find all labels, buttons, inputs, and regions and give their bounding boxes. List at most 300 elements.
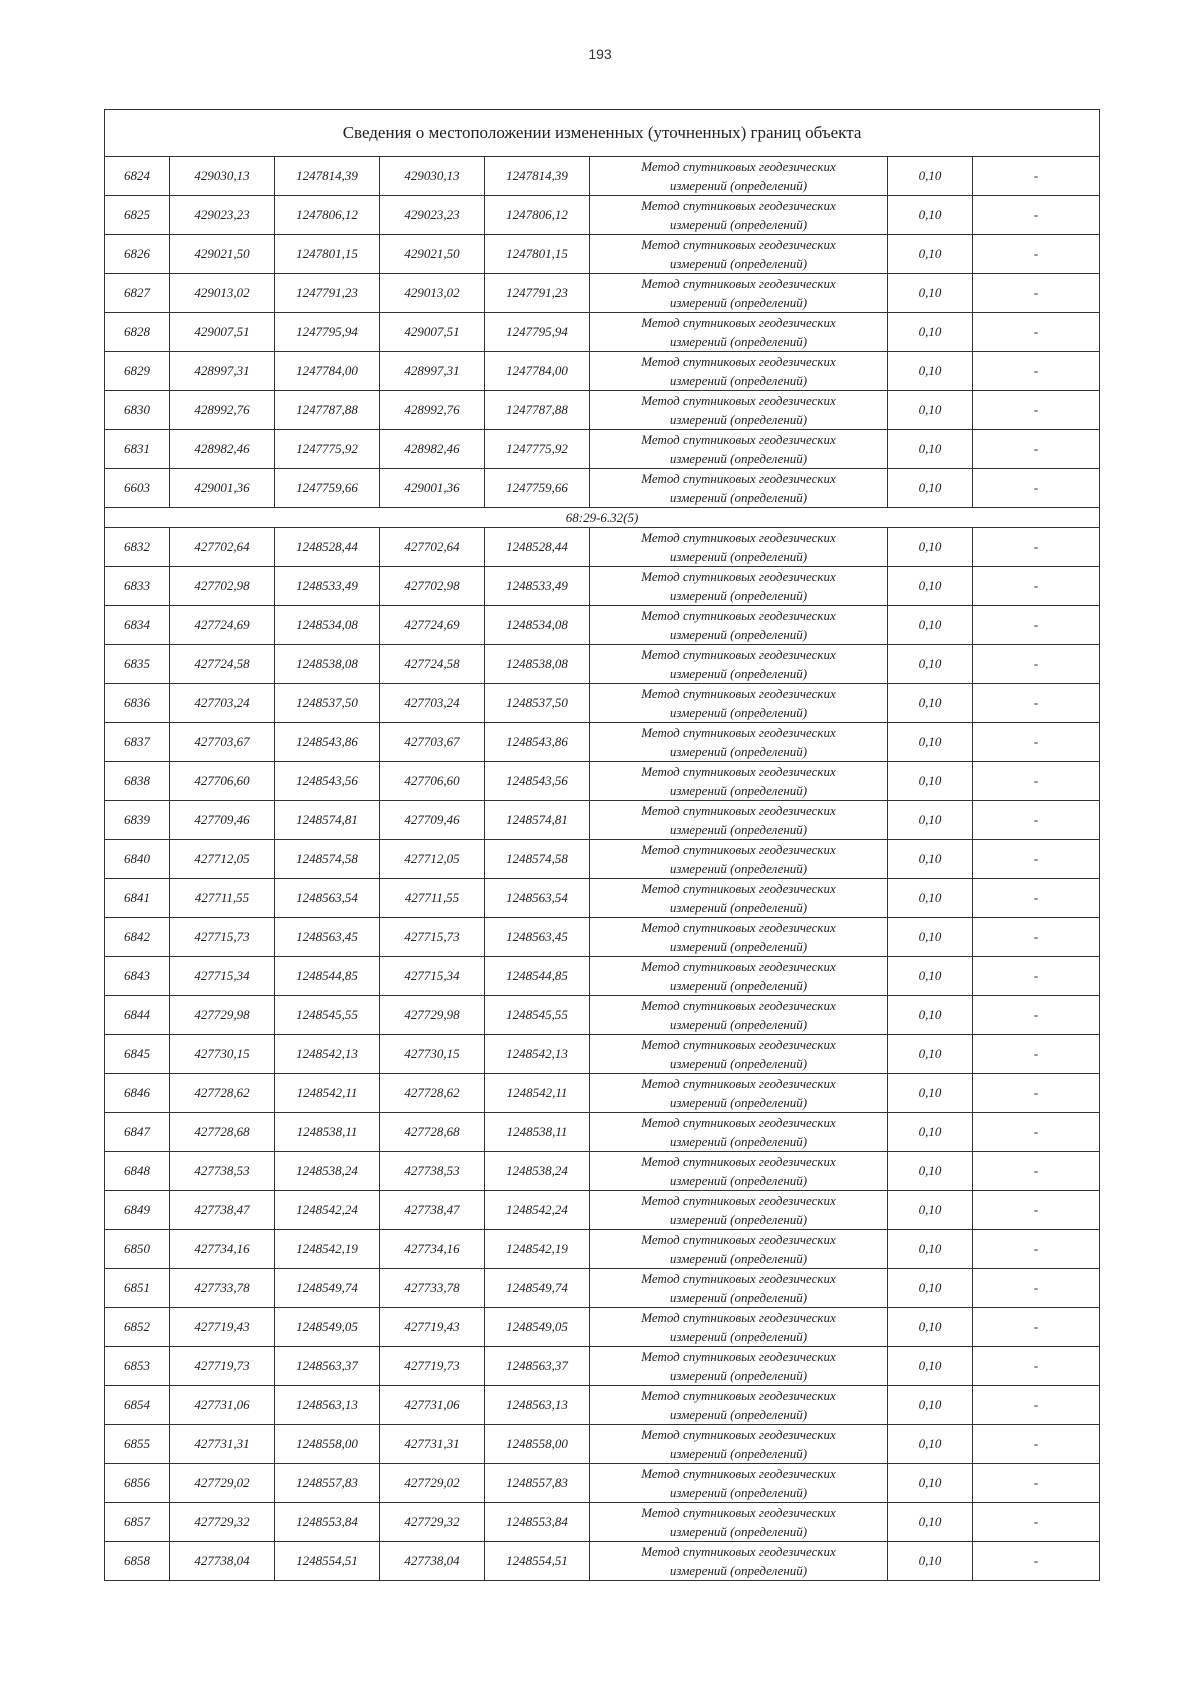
method-line-1: Метод спутниковых геодезических <box>641 1232 836 1247</box>
method-line-2: измерений (определений) <box>669 178 808 193</box>
table-row <box>105 1347 1100 1386</box>
y-old-cell: 1248574,81 <box>275 801 380 840</box>
method-cell <box>590 879 888 918</box>
method-line-2: измерений (определений) <box>669 1485 808 1500</box>
x-new-cell: 427738,04 <box>380 1542 485 1581</box>
table-row <box>105 996 1100 1035</box>
x-old-cell: 429001,36 <box>170 469 275 508</box>
point-number-cell: 6832 <box>105 528 170 567</box>
accuracy-cell: 0,10 <box>888 762 973 801</box>
point-number-cell: 6852 <box>105 1308 170 1347</box>
point-number-cell: 6853 <box>105 1347 170 1386</box>
x-old-cell: 427702,98 <box>170 567 275 606</box>
x-old-cell: 427729,02 <box>170 1464 275 1503</box>
y-new-cell: 1247795,94 <box>485 313 590 352</box>
x-new-cell: 427728,62 <box>380 1074 485 1113</box>
accuracy-cell: 0,10 <box>888 352 973 391</box>
method-line-1: Метод спутниковых геодезических <box>641 276 836 291</box>
method-cell <box>590 762 888 801</box>
description-cell: - <box>973 957 1100 996</box>
description-cell: - <box>973 1113 1100 1152</box>
x-old-cell: 428982,46 <box>170 430 275 469</box>
method-cell <box>590 196 888 235</box>
x-new-cell: 427733,78 <box>380 1269 485 1308</box>
x-old-cell: 427734,16 <box>170 1230 275 1269</box>
method-cell <box>590 352 888 391</box>
method-line-2: измерений (определений) <box>669 744 808 759</box>
method-line-2: измерений (определений) <box>669 861 808 876</box>
method-line-1: Метод спутниковых геодезических <box>641 998 836 1013</box>
accuracy-cell: 0,10 <box>888 157 973 196</box>
y-new-cell: 1248554,51 <box>485 1542 590 1581</box>
table-row <box>105 1230 1100 1269</box>
description-cell: - <box>973 879 1100 918</box>
method-line-1: Метод спутниковых геодезических <box>641 1154 836 1169</box>
table-row <box>105 918 1100 957</box>
y-new-cell: 1248542,19 <box>485 1230 590 1269</box>
method-line-2: измерений (определений) <box>669 1173 808 1188</box>
description-cell: - <box>973 1386 1100 1425</box>
description-cell: - <box>973 274 1100 313</box>
y-old-cell: 1248549,05 <box>275 1308 380 1347</box>
y-new-cell: 1248534,08 <box>485 606 590 645</box>
x-new-cell: 427731,31 <box>380 1425 485 1464</box>
point-number-cell: 6843 <box>105 957 170 996</box>
point-number-cell: 6603 <box>105 469 170 508</box>
x-new-cell: 427738,47 <box>380 1191 485 1230</box>
x-new-cell: 427729,32 <box>380 1503 485 1542</box>
x-old-cell: 428992,76 <box>170 391 275 430</box>
description-cell: - <box>973 1542 1100 1581</box>
x-old-cell: 427715,34 <box>170 957 275 996</box>
method-line-2: измерений (определений) <box>669 256 808 271</box>
y-old-cell: 1248574,58 <box>275 840 380 879</box>
x-old-cell: 427730,15 <box>170 1035 275 1074</box>
x-old-cell: 427738,47 <box>170 1191 275 1230</box>
x-old-cell: 427711,55 <box>170 879 275 918</box>
x-new-cell: 427719,43 <box>380 1308 485 1347</box>
method-line-1: Метод спутниковых геодезических <box>641 647 836 662</box>
method-cell <box>590 1542 888 1581</box>
method-cell <box>590 918 888 957</box>
x-old-cell: 427712,05 <box>170 840 275 879</box>
y-old-cell: 1248542,24 <box>275 1191 380 1230</box>
method-line-2: измерений (определений) <box>669 822 808 837</box>
y-new-cell: 1248543,56 <box>485 762 590 801</box>
x-old-cell: 427706,60 <box>170 762 275 801</box>
x-new-cell: 427729,02 <box>380 1464 485 1503</box>
y-old-cell: 1248545,55 <box>275 996 380 1035</box>
description-cell: - <box>973 352 1100 391</box>
y-old-cell: 1248554,51 <box>275 1542 380 1581</box>
x-old-cell: 427729,32 <box>170 1503 275 1542</box>
method-line-1: Метод спутниковых геодезических <box>641 432 836 447</box>
table-row <box>105 274 1100 313</box>
y-old-cell: 1248528,44 <box>275 528 380 567</box>
method-line-1: Метод спутниковых геодезических <box>641 1037 836 1052</box>
method-cell <box>590 957 888 996</box>
point-number-cell: 6857 <box>105 1503 170 1542</box>
method-line-2: измерений (определений) <box>669 1212 808 1227</box>
method-cell <box>590 567 888 606</box>
description-cell: - <box>973 567 1100 606</box>
y-old-cell: 1247791,23 <box>275 274 380 313</box>
description-cell: - <box>973 469 1100 508</box>
y-old-cell: 1248533,49 <box>275 567 380 606</box>
accuracy-cell: 0,10 <box>888 606 973 645</box>
accuracy-cell: 0,10 <box>888 567 973 606</box>
x-new-cell: 429021,50 <box>380 235 485 274</box>
accuracy-cell: 0,10 <box>888 391 973 430</box>
y-new-cell: 1248557,83 <box>485 1464 590 1503</box>
x-new-cell: 427734,16 <box>380 1230 485 1269</box>
method-line-1: Метод спутниковых геодезических <box>641 1466 836 1481</box>
method-cell <box>590 528 888 567</box>
method-line-2: измерений (определений) <box>669 666 808 681</box>
method-cell <box>590 645 888 684</box>
method-line-2: измерений (определений) <box>669 627 808 642</box>
x-new-cell: 427724,58 <box>380 645 485 684</box>
x-new-cell: 427730,15 <box>380 1035 485 1074</box>
description-cell: - <box>973 196 1100 235</box>
x-old-cell: 427719,43 <box>170 1308 275 1347</box>
x-old-cell: 429030,13 <box>170 157 275 196</box>
x-old-cell: 427738,04 <box>170 1542 275 1581</box>
accuracy-cell: 0,10 <box>888 1191 973 1230</box>
description-cell: - <box>973 762 1100 801</box>
x-old-cell: 427703,67 <box>170 723 275 762</box>
method-line-2: измерений (определений) <box>669 978 808 993</box>
table-row <box>105 723 1100 762</box>
y-old-cell: 1247775,92 <box>275 430 380 469</box>
method-line-2: измерений (определений) <box>669 334 808 349</box>
point-number-cell: 6836 <box>105 684 170 723</box>
y-old-cell: 1248534,08 <box>275 606 380 645</box>
point-number-cell: 6831 <box>105 430 170 469</box>
table-row <box>105 1035 1100 1074</box>
x-old-cell: 427731,31 <box>170 1425 275 1464</box>
section-label: 68:29-6.32(5) <box>105 508 1100 528</box>
y-old-cell: 1248558,00 <box>275 1425 380 1464</box>
description-cell: - <box>973 723 1100 762</box>
y-new-cell: 1248553,84 <box>485 1503 590 1542</box>
y-old-cell: 1248537,50 <box>275 684 380 723</box>
accuracy-cell: 0,10 <box>888 1464 973 1503</box>
point-number-cell: 6851 <box>105 1269 170 1308</box>
table-row <box>105 469 1100 508</box>
method-cell <box>590 606 888 645</box>
table-row <box>105 879 1100 918</box>
method-cell <box>590 684 888 723</box>
point-number-cell: 6830 <box>105 391 170 430</box>
y-new-cell: 1248542,11 <box>485 1074 590 1113</box>
description-cell: - <box>973 918 1100 957</box>
x-new-cell: 427738,53 <box>380 1152 485 1191</box>
table-row <box>105 645 1100 684</box>
y-new-cell: 1248538,08 <box>485 645 590 684</box>
y-old-cell: 1248542,13 <box>275 1035 380 1074</box>
x-old-cell: 427703,24 <box>170 684 275 723</box>
y-old-cell: 1248553,84 <box>275 1503 380 1542</box>
method-cell <box>590 469 888 508</box>
x-old-cell: 427733,78 <box>170 1269 275 1308</box>
y-new-cell: 1248563,45 <box>485 918 590 957</box>
point-number-cell: 6847 <box>105 1113 170 1152</box>
y-new-cell: 1247787,88 <box>485 391 590 430</box>
table-row <box>105 1191 1100 1230</box>
accuracy-cell: 0,10 <box>888 1035 973 1074</box>
method-line-1: Метод спутниковых геодезических <box>641 198 836 213</box>
x-new-cell: 427731,06 <box>380 1386 485 1425</box>
method-cell <box>590 235 888 274</box>
accuracy-cell: 0,10 <box>888 313 973 352</box>
accuracy-cell: 0,10 <box>888 1152 973 1191</box>
accuracy-cell: 0,10 <box>888 879 973 918</box>
description-cell: - <box>973 840 1100 879</box>
table-row <box>105 606 1100 645</box>
y-new-cell: 1247784,00 <box>485 352 590 391</box>
accuracy-cell: 0,10 <box>888 801 973 840</box>
method-line-2: измерений (определений) <box>669 451 808 466</box>
x-new-cell: 428982,46 <box>380 430 485 469</box>
table-row <box>105 684 1100 723</box>
method-cell <box>590 723 888 762</box>
x-new-cell: 428997,31 <box>380 352 485 391</box>
method-line-1: Метод спутниковых геодезических <box>641 1544 836 1559</box>
table-row <box>105 840 1100 879</box>
method-line-2: измерений (определений) <box>669 1446 808 1461</box>
method-line-1: Метод спутниковых геодезических <box>641 471 836 486</box>
accuracy-cell: 0,10 <box>888 196 973 235</box>
x-new-cell: 427706,60 <box>380 762 485 801</box>
accuracy-cell: 0,10 <box>888 1230 973 1269</box>
point-number-cell: 6837 <box>105 723 170 762</box>
description-cell: - <box>973 645 1100 684</box>
y-new-cell: 1248574,58 <box>485 840 590 879</box>
section-row <box>105 508 1100 528</box>
method-line-1: Метод спутниковых геодезических <box>641 159 836 174</box>
y-new-cell: 1248563,37 <box>485 1347 590 1386</box>
method-line-1: Метод спутниковых геодезических <box>641 1115 836 1130</box>
method-cell <box>590 1152 888 1191</box>
method-cell <box>590 1191 888 1230</box>
table-title: Сведения о местоположении измененных (уточненных) границ объекта <box>105 110 1100 157</box>
y-old-cell: 1248538,24 <box>275 1152 380 1191</box>
y-new-cell: 1248545,55 <box>485 996 590 1035</box>
accuracy-cell: 0,10 <box>888 1269 973 1308</box>
method-line-1: Метод спутниковых геодезических <box>641 920 836 935</box>
description-cell: - <box>973 996 1100 1035</box>
table-row <box>105 567 1100 606</box>
method-line-2: измерений (определений) <box>669 1329 808 1344</box>
x-new-cell: 429013,02 <box>380 274 485 313</box>
table-row <box>105 762 1100 801</box>
method-line-1: Метод спутниковых геодезических <box>641 803 836 818</box>
accuracy-cell: 0,10 <box>888 1425 973 1464</box>
accuracy-cell: 0,10 <box>888 996 973 1035</box>
method-line-2: измерений (определений) <box>669 900 808 915</box>
x-new-cell: 427715,34 <box>380 957 485 996</box>
point-number-cell: 6849 <box>105 1191 170 1230</box>
x-old-cell: 427715,73 <box>170 918 275 957</box>
description-cell: - <box>973 1074 1100 1113</box>
y-old-cell: 1247806,12 <box>275 196 380 235</box>
table-row <box>105 391 1100 430</box>
point-number-cell: 6826 <box>105 235 170 274</box>
table-row <box>105 957 1100 996</box>
accuracy-cell: 0,10 <box>888 235 973 274</box>
table-row <box>105 1269 1100 1308</box>
table-row <box>105 801 1100 840</box>
accuracy-cell: 0,10 <box>888 430 973 469</box>
y-old-cell: 1248557,83 <box>275 1464 380 1503</box>
x-old-cell: 428997,31 <box>170 352 275 391</box>
x-new-cell: 427702,64 <box>380 528 485 567</box>
method-cell <box>590 1503 888 1542</box>
y-old-cell: 1247795,94 <box>275 313 380 352</box>
method-cell <box>590 1386 888 1425</box>
method-cell <box>590 1425 888 1464</box>
description-cell: - <box>973 1308 1100 1347</box>
x-new-cell: 428992,76 <box>380 391 485 430</box>
method-cell <box>590 1035 888 1074</box>
y-old-cell: 1248544,85 <box>275 957 380 996</box>
accuracy-cell: 0,10 <box>888 1308 973 1347</box>
y-new-cell: 1248563,13 <box>485 1386 590 1425</box>
table-row <box>105 528 1100 567</box>
point-number-cell: 6825 <box>105 196 170 235</box>
description-cell: - <box>973 1230 1100 1269</box>
accuracy-cell: 0,10 <box>888 957 973 996</box>
description-cell: - <box>973 235 1100 274</box>
method-line-2: измерений (определений) <box>669 1251 808 1266</box>
method-line-2: измерений (определений) <box>669 705 808 720</box>
method-line-1: Метод спутниковых геодезических <box>641 725 836 740</box>
accuracy-cell: 0,10 <box>888 274 973 313</box>
point-number-cell: 6829 <box>105 352 170 391</box>
y-old-cell: 1248549,74 <box>275 1269 380 1308</box>
x-new-cell: 429001,36 <box>380 469 485 508</box>
point-number-cell: 6834 <box>105 606 170 645</box>
table-row <box>105 1425 1100 1464</box>
y-new-cell: 1248549,05 <box>485 1308 590 1347</box>
x-new-cell: 427703,24 <box>380 684 485 723</box>
method-cell <box>590 996 888 1035</box>
method-cell <box>590 1074 888 1113</box>
point-number-cell: 6838 <box>105 762 170 801</box>
point-number-cell: 6845 <box>105 1035 170 1074</box>
method-cell <box>590 313 888 352</box>
method-cell <box>590 1347 888 1386</box>
x-new-cell: 427711,55 <box>380 879 485 918</box>
method-line-1: Метод спутниковых геодезических <box>641 315 836 330</box>
y-old-cell: 1248563,13 <box>275 1386 380 1425</box>
point-number-cell: 6858 <box>105 1542 170 1581</box>
accuracy-cell: 0,10 <box>888 528 973 567</box>
y-new-cell: 1248563,54 <box>485 879 590 918</box>
x-old-cell: 427719,73 <box>170 1347 275 1386</box>
table-row <box>105 1074 1100 1113</box>
method-line-2: измерений (определений) <box>669 1368 808 1383</box>
method-cell <box>590 1308 888 1347</box>
y-old-cell: 1247814,39 <box>275 157 380 196</box>
y-new-cell: 1247791,23 <box>485 274 590 313</box>
method-cell <box>590 1230 888 1269</box>
y-old-cell: 1248542,11 <box>275 1074 380 1113</box>
x-old-cell: 427728,68 <box>170 1113 275 1152</box>
y-new-cell: 1247814,39 <box>485 157 590 196</box>
y-new-cell: 1248528,44 <box>485 528 590 567</box>
method-line-2: измерений (определений) <box>669 1524 808 1539</box>
description-cell: - <box>973 157 1100 196</box>
y-old-cell: 1247787,88 <box>275 391 380 430</box>
method-line-2: измерений (определений) <box>669 1407 808 1422</box>
table-title-row <box>105 110 1100 157</box>
y-new-cell: 1248574,81 <box>485 801 590 840</box>
x-new-cell: 429030,13 <box>380 157 485 196</box>
description-cell: - <box>973 606 1100 645</box>
method-cell <box>590 430 888 469</box>
point-number-cell: 6854 <box>105 1386 170 1425</box>
description-cell: - <box>973 1503 1100 1542</box>
method-cell <box>590 801 888 840</box>
x-new-cell: 427715,73 <box>380 918 485 957</box>
method-cell <box>590 1464 888 1503</box>
description-cell: - <box>973 391 1100 430</box>
page-number: 193 <box>588 46 612 62</box>
table-row <box>105 196 1100 235</box>
point-number-cell: 6841 <box>105 879 170 918</box>
method-line-1: Метод спутниковых геодезических <box>641 1349 836 1364</box>
point-number-cell: 6840 <box>105 840 170 879</box>
method-line-1: Метод спутниковых геодезических <box>641 959 836 974</box>
y-old-cell: 1248538,11 <box>275 1113 380 1152</box>
accuracy-cell: 0,10 <box>888 684 973 723</box>
x-old-cell: 427724,58 <box>170 645 275 684</box>
method-cell <box>590 274 888 313</box>
point-number-cell: 6848 <box>105 1152 170 1191</box>
point-number-cell: 6835 <box>105 645 170 684</box>
description-cell: - <box>973 684 1100 723</box>
x-old-cell: 429023,23 <box>170 196 275 235</box>
x-old-cell: 429007,51 <box>170 313 275 352</box>
point-number-cell: 6824 <box>105 157 170 196</box>
table-row <box>105 352 1100 391</box>
y-old-cell: 1248563,37 <box>275 1347 380 1386</box>
x-new-cell: 429007,51 <box>380 313 485 352</box>
table-row <box>105 1386 1100 1425</box>
y-old-cell: 1248543,56 <box>275 762 380 801</box>
method-line-2: измерений (определений) <box>669 549 808 564</box>
point-number-cell: 6855 <box>105 1425 170 1464</box>
table-row <box>105 1503 1100 1542</box>
method-line-2: измерений (определений) <box>669 783 808 798</box>
method-line-1: Метод спутниковых геодезических <box>641 881 836 896</box>
accuracy-cell: 0,10 <box>888 1074 973 1113</box>
method-line-1: Метод спутниковых геодезических <box>641 608 836 623</box>
x-new-cell: 427702,98 <box>380 567 485 606</box>
y-new-cell: 1248538,24 <box>485 1152 590 1191</box>
y-old-cell: 1248563,54 <box>275 879 380 918</box>
table-row <box>105 1464 1100 1503</box>
method-line-1: Метод спутниковых геодезических <box>641 354 836 369</box>
description-cell: - <box>973 1347 1100 1386</box>
description-cell: - <box>973 1425 1100 1464</box>
method-line-1: Метод спутниковых геодезических <box>641 569 836 584</box>
y-new-cell: 1248542,24 <box>485 1191 590 1230</box>
accuracy-cell: 0,10 <box>888 1503 973 1542</box>
x-old-cell: 427724,69 <box>170 606 275 645</box>
